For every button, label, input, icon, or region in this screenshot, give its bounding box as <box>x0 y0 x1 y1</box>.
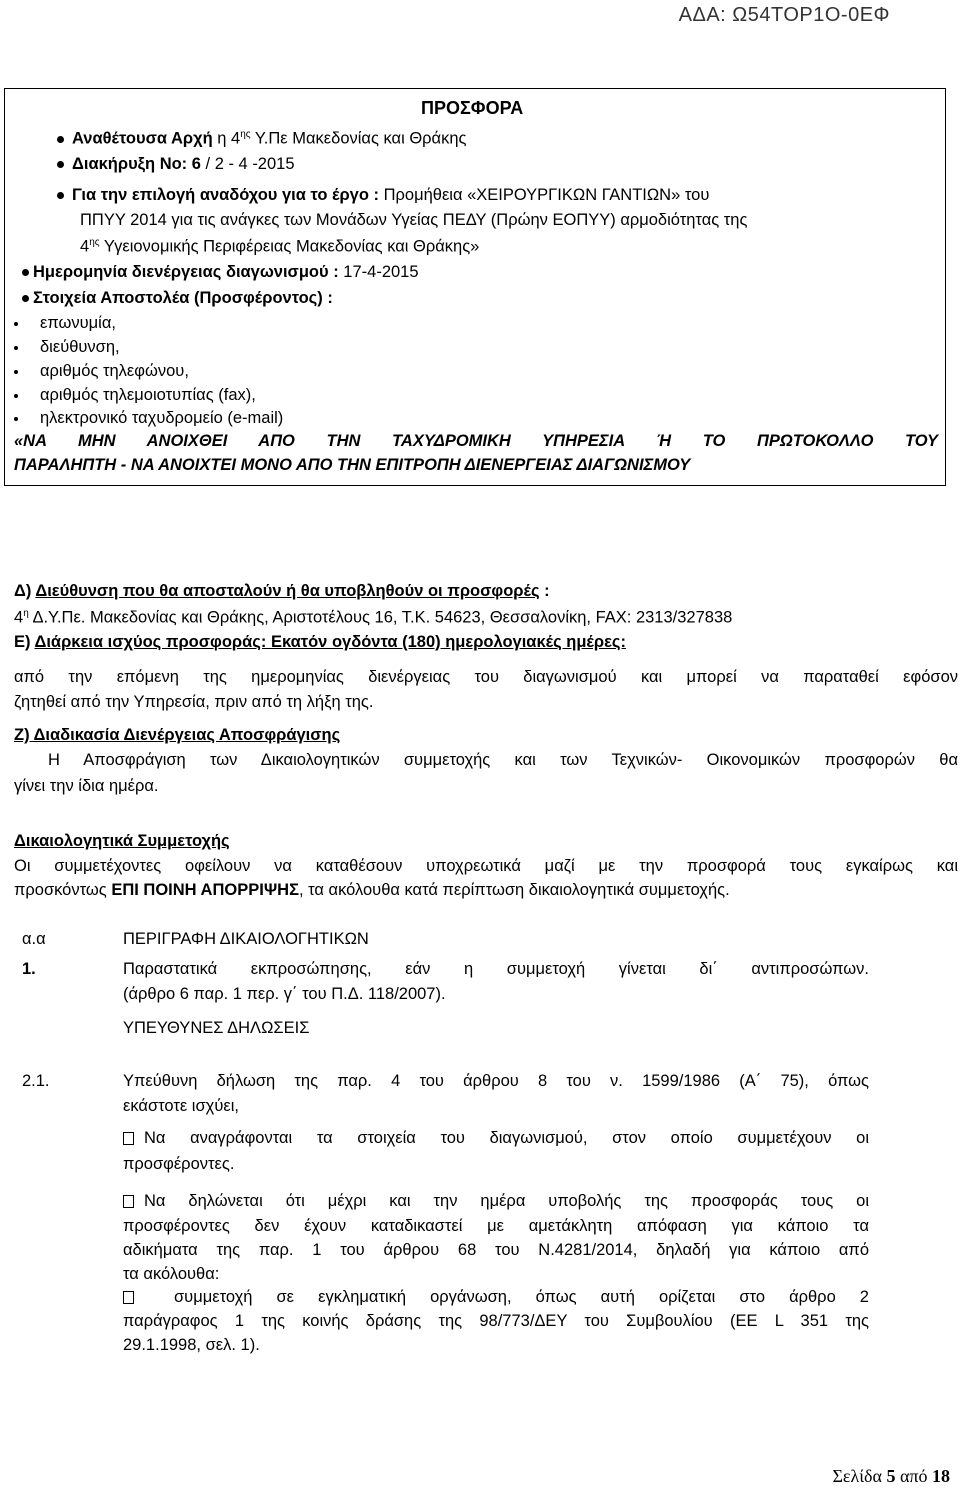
docs-heading: Δικαιολογητικά Συμμετοχής <box>14 832 230 850</box>
sender-item <box>14 362 189 381</box>
sender-item <box>14 386 256 405</box>
docs-line-2 <box>14 881 730 900</box>
section-d-colon: : <box>544 582 550 600</box>
footer-of-word: από <box>899 1466 928 1486</box>
requirement-line <box>123 1192 869 1211</box>
table-row-1-line-1: Παραστατικά εκπροσώπησης, εάν η συμμετοχή γίνεται δι΄ αντιπροσώπων. <box>123 960 869 978</box>
table-head-desc: ΠΕΡΙΓΡΑΦΗ ΔΙΚΑΙΟΛΟΓΗΤΙΚΩΝ <box>123 930 369 948</box>
requirement-line-cont: παράγραφος 1 της κοινής δράσης της 98/773/ΔΕΥ του Συμβουλίου (ΕΕ L 351 της <box>123 1312 869 1330</box>
requirement-line <box>123 1129 869 1148</box>
requirement-line <box>123 1288 869 1307</box>
sender-item <box>14 338 120 357</box>
header-ada-id: ΑΔΑ: Ω54ΤΟΡ1Ο-0ΕΦ <box>678 4 890 26</box>
sender-item-label: επωνυμία, <box>40 314 116 332</box>
bullet-icon <box>14 346 18 350</box>
contractor-line3-sup: ης <box>89 237 100 248</box>
table-row-2-num: 2.1. <box>22 1072 50 1090</box>
bullet-icon <box>22 269 29 276</box>
sender-item-label: διεύθυνση, <box>40 338 120 356</box>
docs-line2-post: , τα ακόλουθα κατά περίπτωση δικαιολογητικά συμμετοχής. <box>298 881 730 899</box>
requirement-line-cont: 29.1.1998, σελ. 1). <box>123 1336 260 1354</box>
section-z-heading: Ζ) Διαδικασία Διενέργειας Αποσφράγισης <box>14 726 341 744</box>
bullet-icon <box>22 295 29 302</box>
table-row-1-subheading: ΥΠΕΥΘΥΝΕΣ ΔΗΛΩΣΕΙΣ <box>123 1019 310 1037</box>
requirement-item <box>123 1288 869 1307</box>
offer-title: ΠΡΟΣΦΟΡΑ <box>421 98 524 118</box>
table-head-num: α.α <box>22 930 46 948</box>
date-line <box>22 263 419 282</box>
docs-line2-bold: ΕΠΙ ΠΟΙΝΗ ΑΠΟΡΡΙΨΗΣ <box>111 881 299 899</box>
sender-item-label: ηλεκτρονικό ταχυδρομείο (e-mail) <box>40 409 284 427</box>
sender-label: Στοιχεία Αποστολέα (Προσφέροντος) : <box>33 289 333 307</box>
table-row-1-num: 1. <box>22 960 36 978</box>
notice-label: Διακήρυξη Νο: 6 <box>72 155 201 173</box>
section-e-heading <box>14 633 626 652</box>
sender-item-label: αριθμός τηλεμοιοτυπίας (fax), <box>40 386 256 404</box>
page-footer <box>832 1466 950 1487</box>
sender-item-label: αριθμός τηλεφώνου, <box>40 362 189 380</box>
contractor-label: Για την επιλογή αναδόχου για το έργο : <box>72 186 380 204</box>
notice-value: / 2 - 4 -2015 <box>205 155 295 173</box>
sender-line <box>22 289 333 308</box>
requirement-text: Να δηλώνεται ότι μέχρι και την ημέρα υποβολής της προσφοράς τους οι <box>144 1192 869 1210</box>
contractor-line3-rest: Υγειονομικής Περιφέρειας Μακεδονίας και Θράκης» <box>103 237 480 256</box>
section-e-prefix: Ε) <box>14 633 31 651</box>
date-value: 17-4-2015 <box>343 263 419 281</box>
address-rest: Δ.Υ.Πε. Μακεδονίας και Θράκης, Αριστοτέλους 16, Τ.Κ. 54623, Θεσσαλονίκη, FAX: 2313/327838 <box>32 608 733 627</box>
checkbox-icon <box>123 1291 134 1304</box>
bullet-icon <box>57 192 64 199</box>
bullet-icon <box>14 370 18 374</box>
table-row-2-line-1: Υπεύθυνη δήλωση της παρ. 4 του άρθρου 8 του ν. 1599/1986 (Α΄ 75), όπως <box>123 1072 869 1090</box>
sender-item <box>14 314 116 333</box>
contractor-line-2: ΠΠΥΥ 2014 για τις ανάγκες των Μονάδων Υγείας ΠΕΔΥ (Πρώην ΕΟΠΥΥ) αρμοδιότητας της <box>80 211 748 229</box>
requirement-item <box>123 1192 869 1211</box>
table-row-1-line-2: (άρθρο 6 παρ. 1 περ. γ΄ του Π.Δ. 118/2007). <box>123 985 446 1003</box>
section-e-line-2: ζητηθεί από την Υπηρεσία, πριν από τη λήξη της. <box>14 693 374 711</box>
bullet-icon <box>14 417 18 421</box>
requirement-line-cont: προσφέροντες. <box>123 1155 235 1173</box>
authority-value: η 4 <box>217 129 241 148</box>
footer-page-num: 5 <box>886 1466 896 1486</box>
requirement-line-cont: αδικήματα της παρ. 1 του άρθρου 68 του Ν.4281/2014, δηλαδή για κάποιο από <box>123 1241 869 1259</box>
footer-page-word: Σελίδα <box>832 1466 882 1486</box>
section-e-title: Διάρκεια ισχύος προσφοράς: Εκατόν ογδόντα (180) ημερολογιακές ημέρες: <box>34 633 626 651</box>
section-d-title: Διεύθυνση που θα αποσταλούν ή θα υποβληθούν οι προσφορές <box>35 582 540 600</box>
warning-line-2: ΠΑΡΑΛΗΠΤΗ - ΝΑ ΑΝΟΙΧΤΕΙ ΜΟΝΟ ΑΠΟ ΤΗΝ ΕΠΙΤΡΟΠΗ ΔΙΕΝΕΡΓΕΙΑΣ ΔΙΑΓΩΝΙΣΜΟΥ <box>14 456 691 474</box>
footer-total: 18 <box>932 1466 950 1486</box>
section-z-line-2: γίνει την ίδια ημέρα. <box>14 777 159 795</box>
checkbox-icon <box>123 1132 134 1145</box>
section-z-line-1: Η Αποσφράγιση των Δικαιολογητικών συμμετοχής και των Τεχνικών- Οικονομικών προσφορών θα <box>48 751 958 769</box>
contractor-line1-rest: Προμήθεια «ΧΕΙΡΟΥΡΓΙΚΩΝ ΓΑΝΤΙΩΝ» του <box>383 186 710 204</box>
warning-line-1: «ΝΑ ΜΗΝ ΑΝΟΙΧΘΕΙ ΑΠΟ ΤΗΝ ΤΑΧΥΔΡΟΜΙΚΗ ΥΠΗΡΕΣΙΑ Ή ΤΟ ΠΡΩΤΟΚΟΛΛΟ ΤΟΥ <box>14 432 938 450</box>
authority-sup: ης <box>240 129 251 140</box>
date-label: Ημερομηνία διενέργειας διαγωνισμού : <box>33 263 339 281</box>
bullet-icon <box>57 136 64 143</box>
contractor-line-1 <box>57 186 709 205</box>
contractor-line-3 <box>80 237 479 257</box>
authority-line <box>57 129 466 149</box>
authority-label: Αναθέτουσα Αρχή <box>72 129 213 148</box>
section-d-heading <box>14 582 550 601</box>
address-sup: η <box>23 608 29 619</box>
contractor-line3-num: 4 <box>80 237 90 256</box>
section-d-address <box>14 608 732 628</box>
requirement-text: Να αναγράφονται τα στοιχεία του διαγωνισμού, στον οποίο συμμετέχουν οι <box>144 1129 869 1147</box>
address-num: 4 <box>14 608 24 627</box>
section-d-prefix: Δ) <box>14 582 32 600</box>
requirement-line-cont: προσφέροντες δεν έχουν καταδικαστεί με αμετάκλητη απόφαση για κάποιο τα <box>123 1217 869 1235</box>
bullet-icon <box>14 322 18 326</box>
docs-line2-pre: προσκόντως <box>14 881 107 899</box>
bullet-icon <box>14 394 18 398</box>
checkbox-icon <box>123 1195 134 1208</box>
requirement-line-cont: τα ακόλουθα: <box>123 1265 220 1283</box>
table-row-2-line-2: εκάστοτε ισχύει, <box>123 1097 239 1115</box>
sender-item <box>14 409 283 428</box>
notice-line <box>57 155 295 174</box>
bullet-icon <box>57 161 64 168</box>
requirement-item <box>123 1129 869 1148</box>
requirement-text: συμμετοχή σε εγκληματική οργάνωση, όπως αυτή ορίζεται στο άρθρο 2 <box>174 1288 869 1306</box>
docs-line-1: Οι συμμετέχοντες οφείλουν να καταθέσουν υποχρεωτικά μαζί με την προσφορά τους εγκαίρως και <box>14 857 958 875</box>
section-e-line-1: από την επόμενη της ημερομηνίας διενέργειας του διαγωνισμού και μπορεί να παραταθεί εφόσον <box>14 668 958 686</box>
authority-rest: Υ.Πε Μακεδονίας και Θράκης <box>254 129 467 148</box>
